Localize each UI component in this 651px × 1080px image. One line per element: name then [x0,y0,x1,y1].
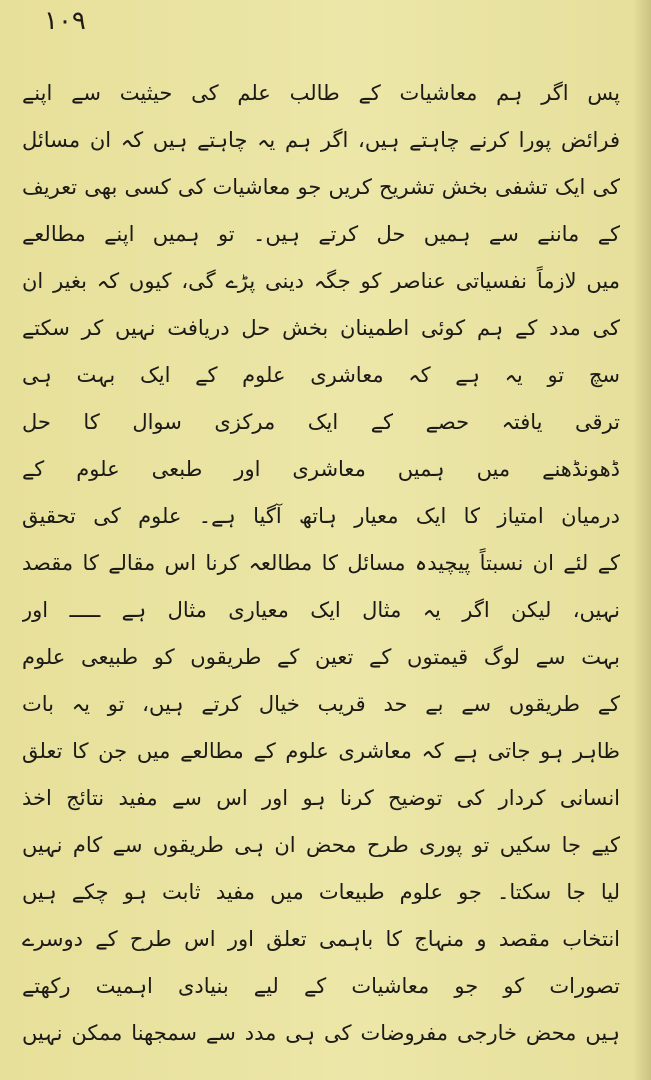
text-line: درمیان امتیاز کا ایک معیار ہاتھ آگیا ہے۔ علوم کی تحقیق [22,504,620,528]
body-text [22,70,620,1057]
text-line: ڈھونڈھنے میں ہمیں معاشری اور طبعی علوم کے [22,457,620,481]
text-line: انسانی کردار کی توضیح کرنا ہو اور اس سے مفید نتائج اخذ [22,786,620,810]
text-line: انتخاب مقصد و منہاج کا باہمی تعلق اور اس طرح کے دوسرے [22,927,620,951]
text-line: کی مدد کے ہم کوئی اطمینان بخش حل دریافت نہیں کر سکتے [22,316,620,340]
text-line: کے لئے ان نسبتاً پیچیدہ مسائل کا مطالعہ کرنا اس مقالے کا مقصد [22,551,620,575]
text-line: نہیں، لیکن اگر یہ مثال ایک معیاری مثال ہے ـــــ اور [22,598,620,622]
text-line: میں لازماً نفسیاتی عناصر کو جگہ دینی پڑے گی، کیوں کہ بغیر ان [22,269,620,293]
text-line: ہیں محض خارجی مفروضات کی ہی مدد سے سمجھنا ممکن نہیں [22,1021,620,1045]
text-line: ظاہر ہو جاتی ہے کہ معاشری علوم کے مطالعے میں جن کا تعلق [22,739,620,763]
text-line: سچ تو یہ ہے کہ معاشری علوم کے ایک بہت ہی [22,363,620,387]
text-line: تصورات کو جو معاشیات کے لیے بنیادی اہمیت رکھتے [22,974,620,998]
text-line: لیا جا سکتا۔ جو علوم طبیعات میں مفید ثابت ہو چکے ہیں [22,880,620,904]
text-line: بہت سے لوگ قیمتوں کے تعین کے طریقوں کو طبیعی علوم [22,645,620,669]
text-line: کیے جا سکیں تو پوری طرح محض ان ہی طریقوں سے کام نہیں [22,833,620,857]
text-line: کے طریقوں سے بے حد قریب خیال کرتے ہیں، تو یہ بات [22,692,620,716]
text-line: کی ایک تشفی بخش تشریح کریں جو معاشیات کی کسی بھی تعریف [22,175,620,199]
text-line: کے ماننے سے ہمیں حل کرتے ہیں۔ تو ہمیں اپنے مطالعے [22,222,620,246]
page-gutter-shadow [633,0,651,1080]
text-line: ترقی یافتہ حصے کے ایک مرکزی سوال کا حل [22,410,620,434]
text-line: فرائض پورا کرنے چاہتے ہیں، اگر ہم یہ چاہتے ہیں کہ ان مسائل [22,128,620,152]
page-number: ۱۰۹ [44,6,86,36]
text-line: پس اگر ہم معاشیات کے طالب علم کی حیثیت سے اپنے [22,81,620,105]
